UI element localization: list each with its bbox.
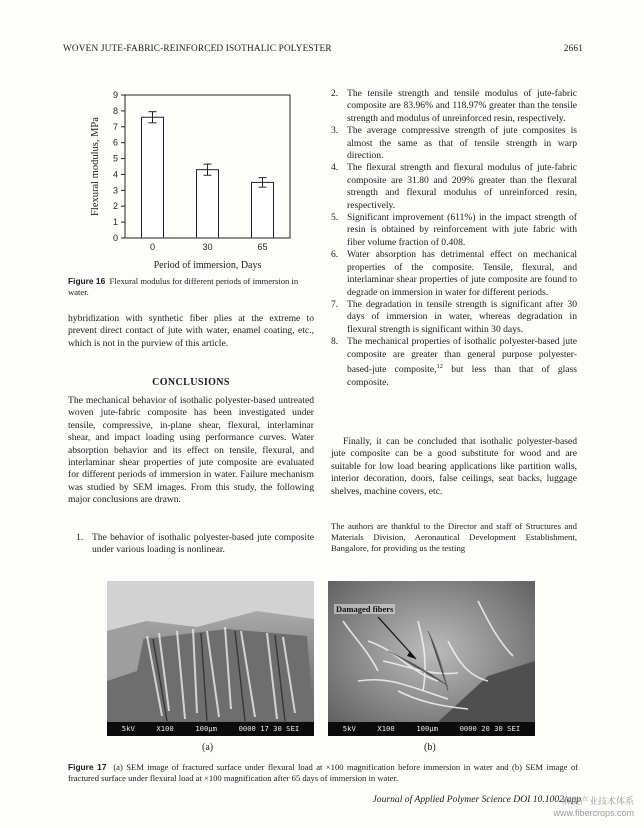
item-number: 4. — [331, 162, 339, 174]
item-number: 2. — [331, 88, 339, 99]
final-paragraph: Finally, it can be concluded that isothalic polyester-based jute composite can be a good substitute for wood and are suitable for low load bearing applications like partition walls, interior decoration, doors, false ceilings, seat backs, luggage shelves, machine covers, etc. — [331, 436, 577, 497]
figure-16-chart — [68, 85, 326, 275]
hybridization-paragraph: hybridization with synthetic fiber plies at the extreme to prevent direct contact of jute with water, enamel coating, etc., which is not in the purview of this article. — [68, 313, 314, 349]
bar — [142, 117, 164, 238]
y-axis-label: Flexural modulus, MPa — [90, 117, 101, 216]
conclusion-item-7 — [331, 299, 577, 336]
conclusion-item-2 — [331, 88, 577, 125]
y-tick-label: 7 — [112, 121, 118, 132]
conclusion-item-3 — [331, 125, 577, 162]
item-number: 5. — [331, 212, 339, 224]
page-number: 2661 — [563, 44, 583, 54]
sem-image-a — [107, 581, 314, 736]
x-tick-label: 30 — [202, 242, 213, 252]
figure-17-label: Figure 17 — [68, 762, 107, 772]
bar — [252, 182, 274, 238]
conclusion-items — [331, 88, 577, 336]
item-text: Water absorption has detrimental effect on mechanical properties of the composite. Tensile, flexural, and interlaminar shear properties of jute composite are found to degrade on immersion in water for different periods. — [347, 249, 577, 298]
figure-16-text: Flexural modulus for different periods of immersion in water. — [68, 276, 299, 298]
figure-16-label: Figure 16 — [68, 276, 106, 286]
sem-scale: 100μm — [195, 724, 217, 733]
figure-17-text: (a) SEM image of fractured surface under flexural load at ×100 magnification before immersion in water and (b) SEM image of fractured surface under flexural load at ×100 magnification after 65 days of immersion in water. — [68, 762, 579, 784]
citation-superscript: 12 — [436, 362, 443, 370]
running-title: WOVEN JUTE-FABRIC-REINFORCED ISOTHALIC POLYESTER — [63, 44, 332, 54]
bar-chart — [68, 85, 326, 275]
subfigure-label-b: (b) — [424, 742, 436, 753]
y-tick-label: 4 — [112, 169, 118, 180]
x-axis-label: Period of immersion, Days — [153, 260, 262, 271]
sem-image-b — [328, 581, 535, 736]
acknowledgment-block — [331, 521, 577, 555]
sem-magnification: X100 — [156, 724, 174, 733]
conclusion-item-4 — [331, 162, 577, 212]
sem-voltage: 5kV — [342, 724, 356, 733]
final-paragraph-block — [331, 436, 577, 498]
item-text-tail: but less than that of glass composite. — [347, 364, 578, 388]
item-text: The mechanical properties of isothalic polyester-based jute composite are greater than general purpose polyester-based-jute composite, — [347, 336, 577, 376]
item-number: 7. — [331, 298, 339, 310]
item-number: 6. — [331, 249, 339, 261]
fracture-surface-picture-a — [107, 581, 314, 736]
item-number: 3. — [331, 125, 339, 137]
x-tick-label: 0 — [149, 242, 156, 252]
item-text: The behavior of isothalic polyester-based jute composite under various loading is nonlinear. — [92, 532, 314, 556]
watermark — [553, 795, 634, 819]
acknowledgment: The authors are thankful to the Director and staff of Structures and Materials Division, Aeronautical Development Establishment, Bangalore, for providing us the testing — [331, 521, 577, 554]
item-text: The flexural strength and flexural modulus of jute-fabric composite are 31.80 and 209% greater than the flexural strength and flexural modulus of unreinforced resin, respectively. — [347, 162, 577, 211]
y-tick-label: 3 — [112, 185, 118, 196]
y-tick-label: 1 — [112, 217, 118, 228]
item-text: The average compressive strength of jute composites is almost the same as that of tensile strength in warp direction. — [347, 125, 577, 162]
conclusion-item-8 — [331, 336, 577, 389]
item-number: 1. — [76, 532, 84, 543]
sem-id: 0000 20 30 SEI — [459, 724, 521, 733]
figure-17-caption — [68, 762, 578, 784]
running-head — [63, 44, 583, 54]
right-column-list — [331, 88, 577, 389]
y-tick-label: 2 — [112, 201, 118, 212]
watermark-line-2: www.fibercrops.com — [553, 808, 634, 818]
sem-scale: 100μm — [416, 724, 438, 733]
subfigure-label-a: (a) — [202, 742, 214, 753]
y-tick-label: 5 — [112, 153, 118, 164]
y-tick-label: 8 — [112, 105, 118, 116]
item-text: The degradation in tensile strength is significant after 30 days of immersion in water, whereas degradation in flexural strength is significant within 30 days. — [347, 298, 577, 335]
conclusion-item-6 — [331, 249, 577, 299]
conclusions-heading: CONCLUSIONS — [152, 377, 230, 388]
watermark-line-1: 麻类产业技术体系 — [561, 796, 634, 806]
figure-16-caption — [68, 276, 314, 298]
sem-id: 0000 17 30 SEI — [238, 724, 300, 733]
x-tick-label: 65 — [257, 242, 268, 252]
item-text: Significant improvement (611%) in the impact strength of resin is obtained by reinforcement with jute fabric with fiber volume fraction of 0.408. — [347, 212, 577, 248]
sem-voltage: 5kV — [121, 724, 135, 733]
conclusions-paragraph: The mechanical behavior of isothalic polyester-based untreated woven jute-fabric composite has been investigated under tensile, compressive, in-plane shear, flexural, interlaminar shear, and impact loading using performance curves. Water absorption behavior and its effect on tensile, flexural, and interlaminar shear properties of jute composite are evaluated for different periods of immersion in water. Failure mechanism was studied by SEM images. From this study, the following major conclusions are drawn. — [68, 395, 314, 506]
sem-info-bar-a — [107, 722, 314, 736]
bar — [197, 170, 219, 238]
y-tick-label: 0 — [112, 233, 118, 243]
left-paragraph-2 — [68, 395, 314, 507]
y-tick-label: 9 — [112, 90, 118, 100]
conclusion-item-1 — [76, 532, 314, 557]
journal-footer: Journal of Applied Polymer Science DOI 10.1002/app — [372, 794, 581, 805]
item-text: The tensile strength and tensile modulus of jute-fabric composite are 83.96% and 118.97% greater than the tensile strength and modulus of unreinforced resin, respectively. — [347, 88, 577, 124]
item-number: 8. — [331, 336, 339, 348]
conclusion-item-5 — [331, 212, 577, 249]
damaged-fibers-annotation: Damaged fibers — [336, 604, 394, 614]
left-paragraph-1 — [68, 313, 314, 350]
y-tick-label: 6 — [112, 137, 118, 148]
sem-magnification: X100 — [377, 724, 395, 733]
sem-info-bar-b — [328, 722, 535, 736]
